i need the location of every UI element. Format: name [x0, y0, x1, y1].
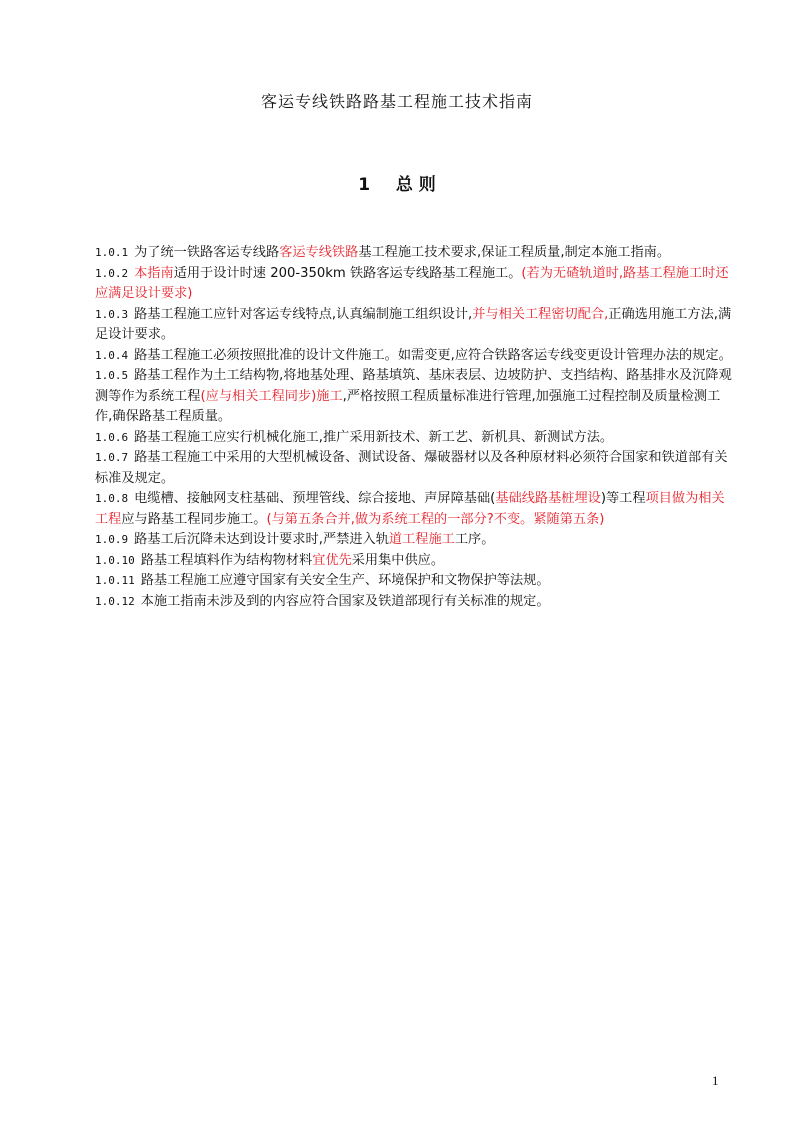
revision-text: 项目做为相关工程: [95, 491, 725, 527]
clause-number: 1.0.12: [95, 594, 135, 608]
chapter-name: 总 则: [395, 175, 436, 195]
clause-number: 1.0.2: [95, 266, 129, 280]
clause-text: 路基工后沉降未达到设计要求时,严禁进入轨: [134, 532, 389, 547]
revision-text: 并与相关工程密切配合,: [472, 306, 609, 322]
clause-text: 为了统一铁路客运专线路: [134, 245, 280, 260]
clause-text: 应与路基工程同步施工。: [121, 511, 267, 527]
clause-number: 1.0.5: [95, 369, 129, 382]
revision-text: 基础线路基桩埋设: [495, 491, 601, 506]
clause-1-0-8: [95, 489, 735, 530]
clause-1-0-9: [95, 530, 735, 551]
clause-text: 本施工指南未涉及到的内容应符合国家及铁道部现行有关标准的规定。: [140, 593, 550, 609]
revision-text: (应与相关工程同步)施工: [200, 388, 343, 404]
clause-number: 1.0.11: [95, 574, 135, 587]
revision-text: (若为无碴轨道时,路基工程施工时还应满足设计要求): [95, 265, 729, 301]
clause-1-0-2: [95, 264, 735, 305]
revision-text: 客运专线铁路: [279, 245, 359, 260]
clause-number: 1.0.6: [95, 430, 129, 444]
clause-1-0-4: [95, 346, 735, 367]
document-body: [95, 243, 735, 612]
clause-1-0-1: [95, 243, 735, 264]
clause-number: 1.0.1: [95, 246, 129, 259]
document-title: 客运专线铁路路基工程施工技术指南: [260, 92, 533, 111]
clause-1-0-5: [95, 366, 735, 428]
clause-1-0-12: [95, 592, 735, 613]
clause-text: 路基工程施工应遵守国家有关安全生产、环境保护和文物保护等法规。: [140, 573, 550, 588]
clause-text: 路基工程施工应针对客运专线特点,认真编制施工组织设计,: [134, 306, 473, 322]
clause-text: 基工程施工技术要求,保证工程质量,制定本施工指南。: [358, 245, 671, 260]
page-number: 1: [712, 1073, 719, 1088]
clause-text: 采用集中供应。: [351, 552, 445, 568]
clause-1-0-3: [95, 305, 735, 346]
clause-text: 路基工程填料作为结构物材料: [140, 552, 313, 568]
clause-text: )等工程: [600, 491, 646, 506]
clause-number: 1.0.8: [95, 492, 129, 505]
revision-text: 道工程施工: [388, 532, 455, 547]
clause-text: 工序。: [454, 532, 495, 547]
clause-1-0-10: [95, 551, 735, 572]
clause-1-0-7: [95, 448, 735, 489]
clause-text: 路基工程施工中采用的大型机械设备、测试设备、爆破器材以及各种原材料必须符合国家和铁道部有关标准及规定。: [95, 450, 728, 486]
clause-number: 1.0.7: [95, 451, 129, 464]
clause-text: 适用于设计时速 200-350km 铁路客运专线路基工程施工。: [173, 265, 522, 281]
chapter-title: [0, 170, 794, 195]
revision-text: 宜优先: [312, 552, 352, 568]
clause-1-0-6: [95, 428, 735, 449]
clause-number: 1.0.4: [95, 348, 129, 362]
revision-text: 本指南: [134, 265, 174, 281]
clause-text: 电缆槽、接触网支柱基础、预埋管线、综合接地、声屏障基础(: [134, 491, 496, 506]
clause-number: 1.0.3: [95, 307, 129, 321]
clause-text: 正确选用施工方法,满足设计要求。: [95, 306, 732, 342]
clause-text: ,严格按照工程质量标准进行管理,加强施工过程控制及质量检测工作,确保路基工程质量。: [95, 388, 721, 424]
clause-text: 路基工程作为土工结构物,将地基处理、路基填筑、基床表层、边坡防护、支挡结构、路基排水及沉降观测等作为系统工程: [95, 368, 732, 404]
chapter-number: 1: [358, 175, 371, 195]
clause-1-0-11: [95, 571, 735, 592]
clause-number: 1.0.9: [95, 533, 129, 546]
clause-text: 路基工程施工必须按照批准的设计文件施工。如需变更,应符合铁路客运专线变更设计管理办法的规定。: [134, 347, 732, 363]
revision-text: (与第五条合并,做为系统工程的一部分?不变。紧随第五条): [266, 511, 605, 527]
clause-text: 路基工程施工应实行机械化施工,推广采用新技术、新工艺、新机具、新测试方法。: [134, 429, 614, 445]
clause-number: 1.0.10: [95, 553, 135, 567]
